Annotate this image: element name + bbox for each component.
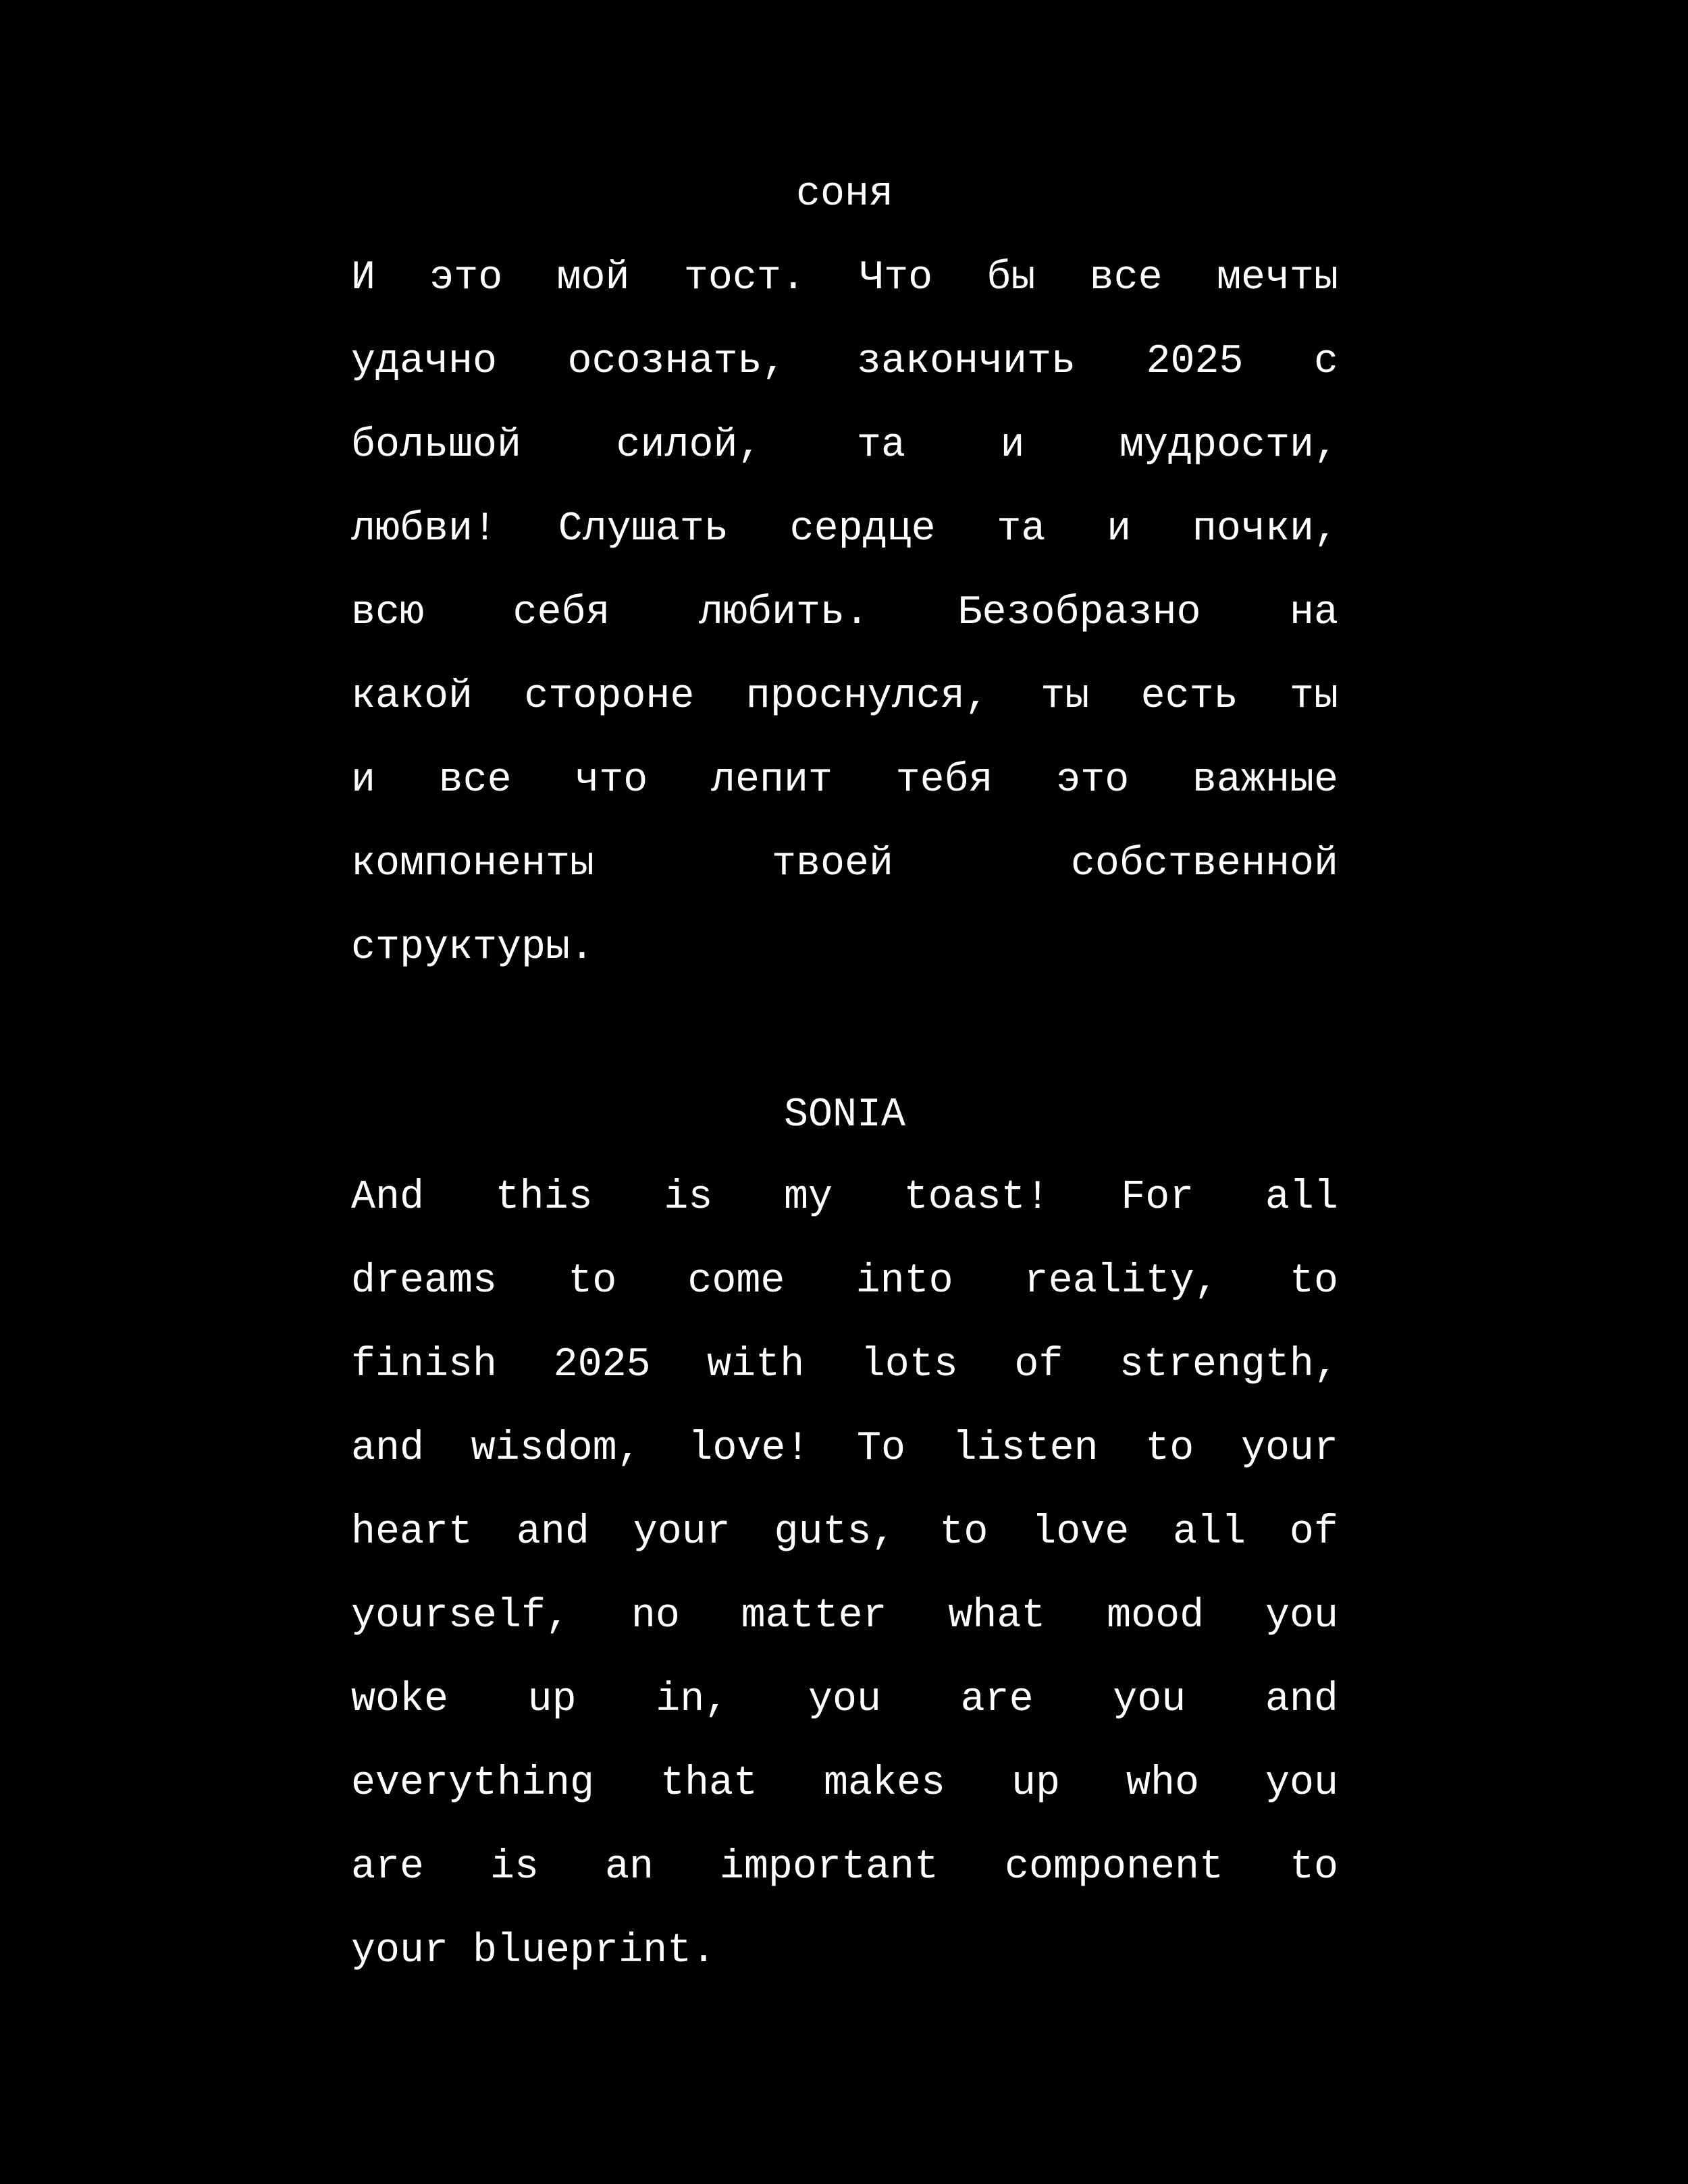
dialogue-line: какой стороне проснулся, ты есть ты [351,674,1338,720]
dialogue-line: And this is my toast! For all [351,1175,1338,1221]
dialogue-line: everything that makes up who you [351,1761,1338,1807]
dialogue-line: удачно осознать, закончить 2025 с [351,339,1338,385]
dialogue-line: yourself, no matter what mood you [351,1593,1338,1639]
speaker-name-english: SONIA [783,1092,906,1138]
dialogue-line: are is an important component to [351,1844,1338,1890]
dialogue-line: и все что лепит тебя это важные [351,757,1338,803]
dialogue-line: your blueprint. [351,1928,716,1974]
dialogue-line: woke up in, you are you and [351,1677,1338,1723]
dialogue-line: большой силой, та и мудрости, [351,423,1338,469]
speaker-name-russian: соня [795,171,894,217]
dialogue-line: dreams to come into reality, to [351,1258,1338,1304]
dialogue-line: любви! Слушать сердце та и почки, [351,506,1338,552]
dialogue-line: всю себя любить. Безобразно на [351,590,1338,636]
dialogue-line: and wisdom, love! To listen to your [351,1426,1338,1472]
dialogue-line: finish 2025 with lots of strength, [351,1342,1338,1388]
dialogue-line: компоненты твоей собственной [351,841,1338,887]
dialogue-line: heart and your guts, to love all of [351,1510,1338,1555]
dialogue-line: структуры. [351,925,595,971]
dialogue-line: И это мой тост. Что бы все мечты [351,255,1338,301]
